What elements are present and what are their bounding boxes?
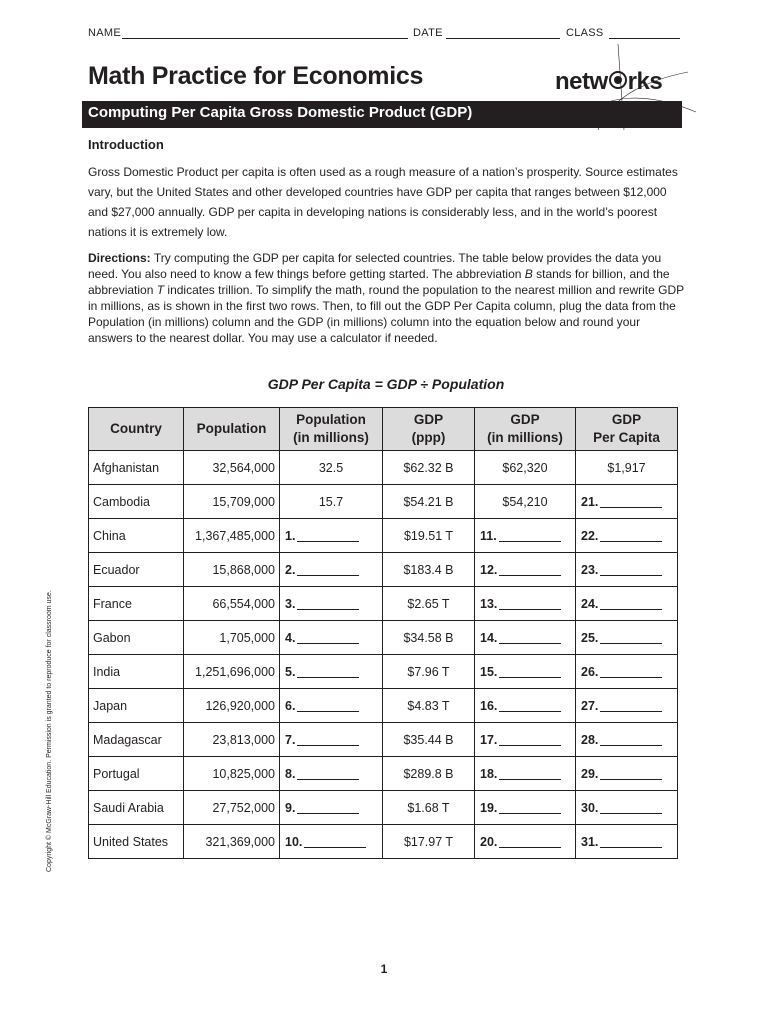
- table-row: [89, 485, 678, 519]
- gdp-millions-cell[interactable]: [475, 757, 576, 791]
- question-number: 11.: [480, 528, 497, 543]
- population-cell: 15,868,000: [184, 553, 280, 587]
- country-cell: Cambodia: [89, 485, 184, 519]
- country-cell: Madagascar: [89, 723, 184, 757]
- per-capita-cell[interactable]: [576, 519, 678, 553]
- question-number: 30.: [581, 800, 599, 815]
- pop-millions-cell: 15.7: [280, 485, 383, 519]
- answer-blank[interactable]: [600, 769, 662, 780]
- header-gdp-millions-line1: GDP: [510, 412, 540, 427]
- population-cell: 66,554,000: [184, 587, 280, 621]
- table-row: [89, 451, 678, 485]
- answer-blank[interactable]: [297, 531, 359, 542]
- question-number: 7.: [285, 732, 296, 747]
- question-number: 10.: [285, 834, 303, 849]
- pop-millions-cell[interactable]: [280, 655, 383, 689]
- answer-blank[interactable]: [600, 701, 662, 712]
- abbr-b: B: [524, 267, 533, 281]
- name-line: [122, 38, 408, 39]
- directions-part-2: stands for billion, and the abbreviation: [88, 267, 670, 297]
- question-number: 20.: [480, 834, 498, 849]
- question-number: 15.: [480, 664, 498, 679]
- per-capita-cell[interactable]: [576, 689, 678, 723]
- per-capita-cell[interactable]: [576, 723, 678, 757]
- question-number: 25.: [581, 630, 599, 645]
- question-number: 22.: [581, 528, 599, 543]
- per-capita-cell[interactable]: [576, 757, 678, 791]
- table-header-row: [89, 408, 678, 451]
- gdp-millions-cell: $54,210: [475, 485, 576, 519]
- question-number: 19.: [480, 800, 498, 815]
- country-cell: United States: [89, 825, 184, 859]
- answer-blank[interactable]: [499, 633, 561, 644]
- population-cell: 1,705,000: [184, 621, 280, 655]
- answer-blank[interactable]: [600, 599, 662, 610]
- question-number: 1.: [285, 528, 296, 543]
- country-cell: India: [89, 655, 184, 689]
- per-capita-cell[interactable]: [576, 825, 678, 859]
- header-gdp: [383, 408, 475, 451]
- pop-millions-cell[interactable]: [280, 791, 383, 825]
- gdp-millions-cell[interactable]: [475, 825, 576, 859]
- answer-blank[interactable]: [600, 837, 662, 848]
- question-number: 17.: [480, 732, 498, 747]
- population-cell: 32,564,000: [184, 451, 280, 485]
- gdp-millions-cell[interactable]: [475, 621, 576, 655]
- answer-blank[interactable]: [297, 701, 359, 712]
- table-row: [89, 757, 678, 791]
- population-cell: 15,709,000: [184, 485, 280, 519]
- answer-blank[interactable]: [499, 769, 561, 780]
- population-cell: 23,813,000: [184, 723, 280, 757]
- country-cell: Saudi Arabia: [89, 791, 184, 825]
- country-cell: Japan: [89, 689, 184, 723]
- question-number: 13.: [480, 596, 498, 611]
- per-capita-cell[interactable]: [576, 485, 678, 519]
- population-cell: 27,752,000: [184, 791, 280, 825]
- header-gdp-millions-line2: (in millions): [487, 430, 563, 445]
- gdp-cell: $35.44 B: [383, 723, 475, 757]
- answer-blank[interactable]: [499, 565, 561, 576]
- class-line: [609, 38, 680, 39]
- gdp-cell: $54.21 B: [383, 485, 475, 519]
- copyright-notice: Copyright © McGraw-Hill Education. Permission is granted to reproduce for classroom use.: [46, 590, 53, 872]
- intro-heading: Introduction: [88, 137, 164, 152]
- gdp-cell: $4.83 T: [383, 689, 475, 723]
- header-per-capita-line1: GDP: [611, 412, 642, 427]
- gdp-millions-cell[interactable]: [475, 791, 576, 825]
- header-population: Population: [184, 408, 280, 451]
- name-label: NAME: [88, 27, 121, 39]
- table-row: [89, 689, 678, 723]
- class-label: CLASS: [566, 27, 604, 39]
- date-line: [446, 38, 560, 39]
- question-number: 5.: [285, 664, 296, 679]
- table-row: [89, 655, 678, 689]
- answer-blank[interactable]: [600, 803, 662, 814]
- gdp-cell: $17.97 T: [383, 825, 475, 859]
- question-number: 6.: [285, 698, 296, 713]
- header-gdp-line1: GDP: [413, 412, 444, 427]
- per-capita-cell[interactable]: [576, 553, 678, 587]
- answer-blank[interactable]: [499, 701, 561, 712]
- directions-part-1: Try computing the GDP per capita for selected countries. The table below provides the data you need. You also need to know a few things before getting started. The abbreviation: [88, 251, 662, 281]
- per-capita-cell[interactable]: [576, 655, 678, 689]
- country-cell: France: [89, 587, 184, 621]
- table-row: [89, 791, 678, 825]
- pop-millions-cell[interactable]: [280, 587, 383, 621]
- question-number: 14.: [480, 630, 498, 645]
- answer-blank[interactable]: [297, 633, 359, 644]
- answer-blank[interactable]: [600, 735, 662, 746]
- pop-millions-cell[interactable]: [280, 689, 383, 723]
- logo-o-icon: [609, 71, 627, 89]
- subtitle: Computing Per Capita Gross Domestic Product (GDP): [88, 104, 473, 121]
- question-number: 29.: [581, 766, 599, 781]
- question-number: 4.: [285, 630, 296, 645]
- gdp-millions-cell: $62,320: [475, 451, 576, 485]
- per-capita-cell[interactable]: [576, 621, 678, 655]
- answer-blank[interactable]: [600, 565, 662, 576]
- per-capita-cell[interactable]: [576, 587, 678, 621]
- table-row: [89, 621, 678, 655]
- pop-millions-cell[interactable]: [280, 553, 383, 587]
- answer-blank[interactable]: [499, 735, 561, 746]
- page-number: 1: [380, 962, 388, 976]
- gdp-cell: $62.32 B: [383, 451, 475, 485]
- answer-blank[interactable]: [600, 667, 662, 678]
- logo-text-start: netw: [555, 68, 608, 95]
- country-cell: Portugal: [89, 757, 184, 791]
- answer-blank[interactable]: [499, 837, 561, 848]
- intro-text: Gross Domestic Product per capita is often used as a rough measure of a nation’s prosperity. Source estimates vary, but the United States and other developed countries have GDP per capita that ranges between $12,000 and $27,000 annually. GDP per capita in developing nations is considerably less, and in the world’s poorest nations it is extremely low.: [88, 165, 678, 239]
- question-number: 8.: [285, 766, 296, 781]
- population-cell: 1,367,485,000: [184, 519, 280, 553]
- table-row: [89, 519, 678, 553]
- directions-label: Directions:: [88, 251, 151, 265]
- pop-millions-cell[interactable]: [280, 723, 383, 757]
- pop-millions-cell[interactable]: [280, 519, 383, 553]
- country-cell: Afghanistan: [89, 451, 184, 485]
- header-gdp-millions: [475, 408, 576, 451]
- header-pop-millions-line1: Population: [296, 412, 366, 427]
- directions-text: [88, 250, 684, 346]
- networks-logo: [555, 68, 680, 98]
- gdp-millions-cell[interactable]: [475, 587, 576, 621]
- gdp-millions-cell[interactable]: [475, 519, 576, 553]
- table-row: [89, 723, 678, 757]
- answer-blank[interactable]: [600, 531, 662, 542]
- gdp-millions-cell[interactable]: [475, 655, 576, 689]
- gdp-cell: $34.58 B: [383, 621, 475, 655]
- gdp-millions-cell[interactable]: [475, 689, 576, 723]
- question-number: 21.: [581, 494, 599, 509]
- directions-part-3: indicates trillion. To simplify the math, round the population to the nearest million and rewrite GDP in millions, as is shown in the first two rows. Then, to fill out the GDP Per Capita column, plug the data from the Population (in millions) column and the GDP (in millions) column into the equation below and round your answers to the nearest dollar. You may use a calculator if needed.: [88, 283, 684, 345]
- population-cell: 126,920,000: [184, 689, 280, 723]
- answer-blank[interactable]: [600, 497, 662, 508]
- answer-blank[interactable]: [297, 803, 359, 814]
- logo-text-end: rks: [627, 68, 663, 95]
- gdp-cell: $1.68 T: [383, 791, 475, 825]
- question-number: 2.: [285, 562, 296, 577]
- pop-millions-cell: 32.5: [280, 451, 383, 485]
- gdp-millions-cell[interactable]: [475, 723, 576, 757]
- equation: GDP Per Capita = GDP ÷ Population: [267, 376, 505, 392]
- country-cell: Gabon: [89, 621, 184, 655]
- pop-millions-cell[interactable]: [280, 621, 383, 655]
- gdp-millions-cell[interactable]: [475, 553, 576, 587]
- question-number: 27.: [581, 698, 599, 713]
- per-capita-cell[interactable]: [576, 791, 678, 825]
- header-per-capita: [576, 408, 678, 451]
- population-cell: 10,825,000: [184, 757, 280, 791]
- question-number: 23.: [581, 562, 599, 577]
- question-number: 24.: [581, 596, 599, 611]
- date-label: DATE: [413, 27, 443, 39]
- answer-blank[interactable]: [600, 633, 662, 644]
- gdp-cell: $183.4 B: [383, 553, 475, 587]
- country-cell: China: [89, 519, 184, 553]
- country-cell: Ecuador: [89, 553, 184, 587]
- answer-blank[interactable]: [297, 599, 359, 610]
- answer-blank[interactable]: [499, 803, 561, 814]
- question-number: 26.: [581, 664, 599, 679]
- header-country: Country: [89, 408, 184, 451]
- answer-blank[interactable]: [304, 837, 366, 848]
- answer-blank[interactable]: [297, 667, 359, 678]
- gdp-table: [88, 407, 678, 859]
- page-title: Math Practice for Economics: [88, 62, 424, 90]
- pop-millions-cell[interactable]: [280, 825, 383, 859]
- table-row: [89, 825, 678, 859]
- population-cell: 1,251,696,000: [184, 655, 280, 689]
- population-cell: 321,369,000: [184, 825, 280, 859]
- answer-blank[interactable]: [297, 735, 359, 746]
- question-number: 12.: [480, 562, 498, 577]
- table-row: [89, 587, 678, 621]
- answer-blank[interactable]: [297, 769, 359, 780]
- gdp-cell: $2.65 T: [383, 587, 475, 621]
- gdp-cell: $7.96 T: [383, 655, 475, 689]
- answer-blank[interactable]: [297, 565, 359, 576]
- gdp-cell: $19.51 T: [383, 519, 475, 553]
- answer-blank[interactable]: [499, 599, 561, 610]
- header-pop-millions: [280, 408, 383, 451]
- abbr-t: T: [156, 283, 165, 297]
- question-number: 16.: [480, 698, 498, 713]
- question-number: 31.: [581, 834, 599, 849]
- question-number: 3.: [285, 596, 296, 611]
- question-number: 28.: [581, 732, 599, 747]
- answer-blank[interactable]: [499, 667, 561, 678]
- question-number: 9.: [285, 800, 296, 815]
- header-fields: [88, 26, 680, 42]
- gdp-cell: $289.8 B: [383, 757, 475, 791]
- answer-blank[interactable]: [499, 531, 561, 542]
- header-pop-millions-line2: (in millions): [293, 430, 369, 445]
- pop-millions-cell[interactable]: [280, 757, 383, 791]
- header-gdp-line2: (ppp): [411, 430, 446, 445]
- per-capita-cell: $1,917: [576, 451, 678, 485]
- question-number: 18.: [480, 766, 498, 781]
- header-per-capita-line2: Per Capita: [593, 430, 660, 445]
- table-row: [89, 553, 678, 587]
